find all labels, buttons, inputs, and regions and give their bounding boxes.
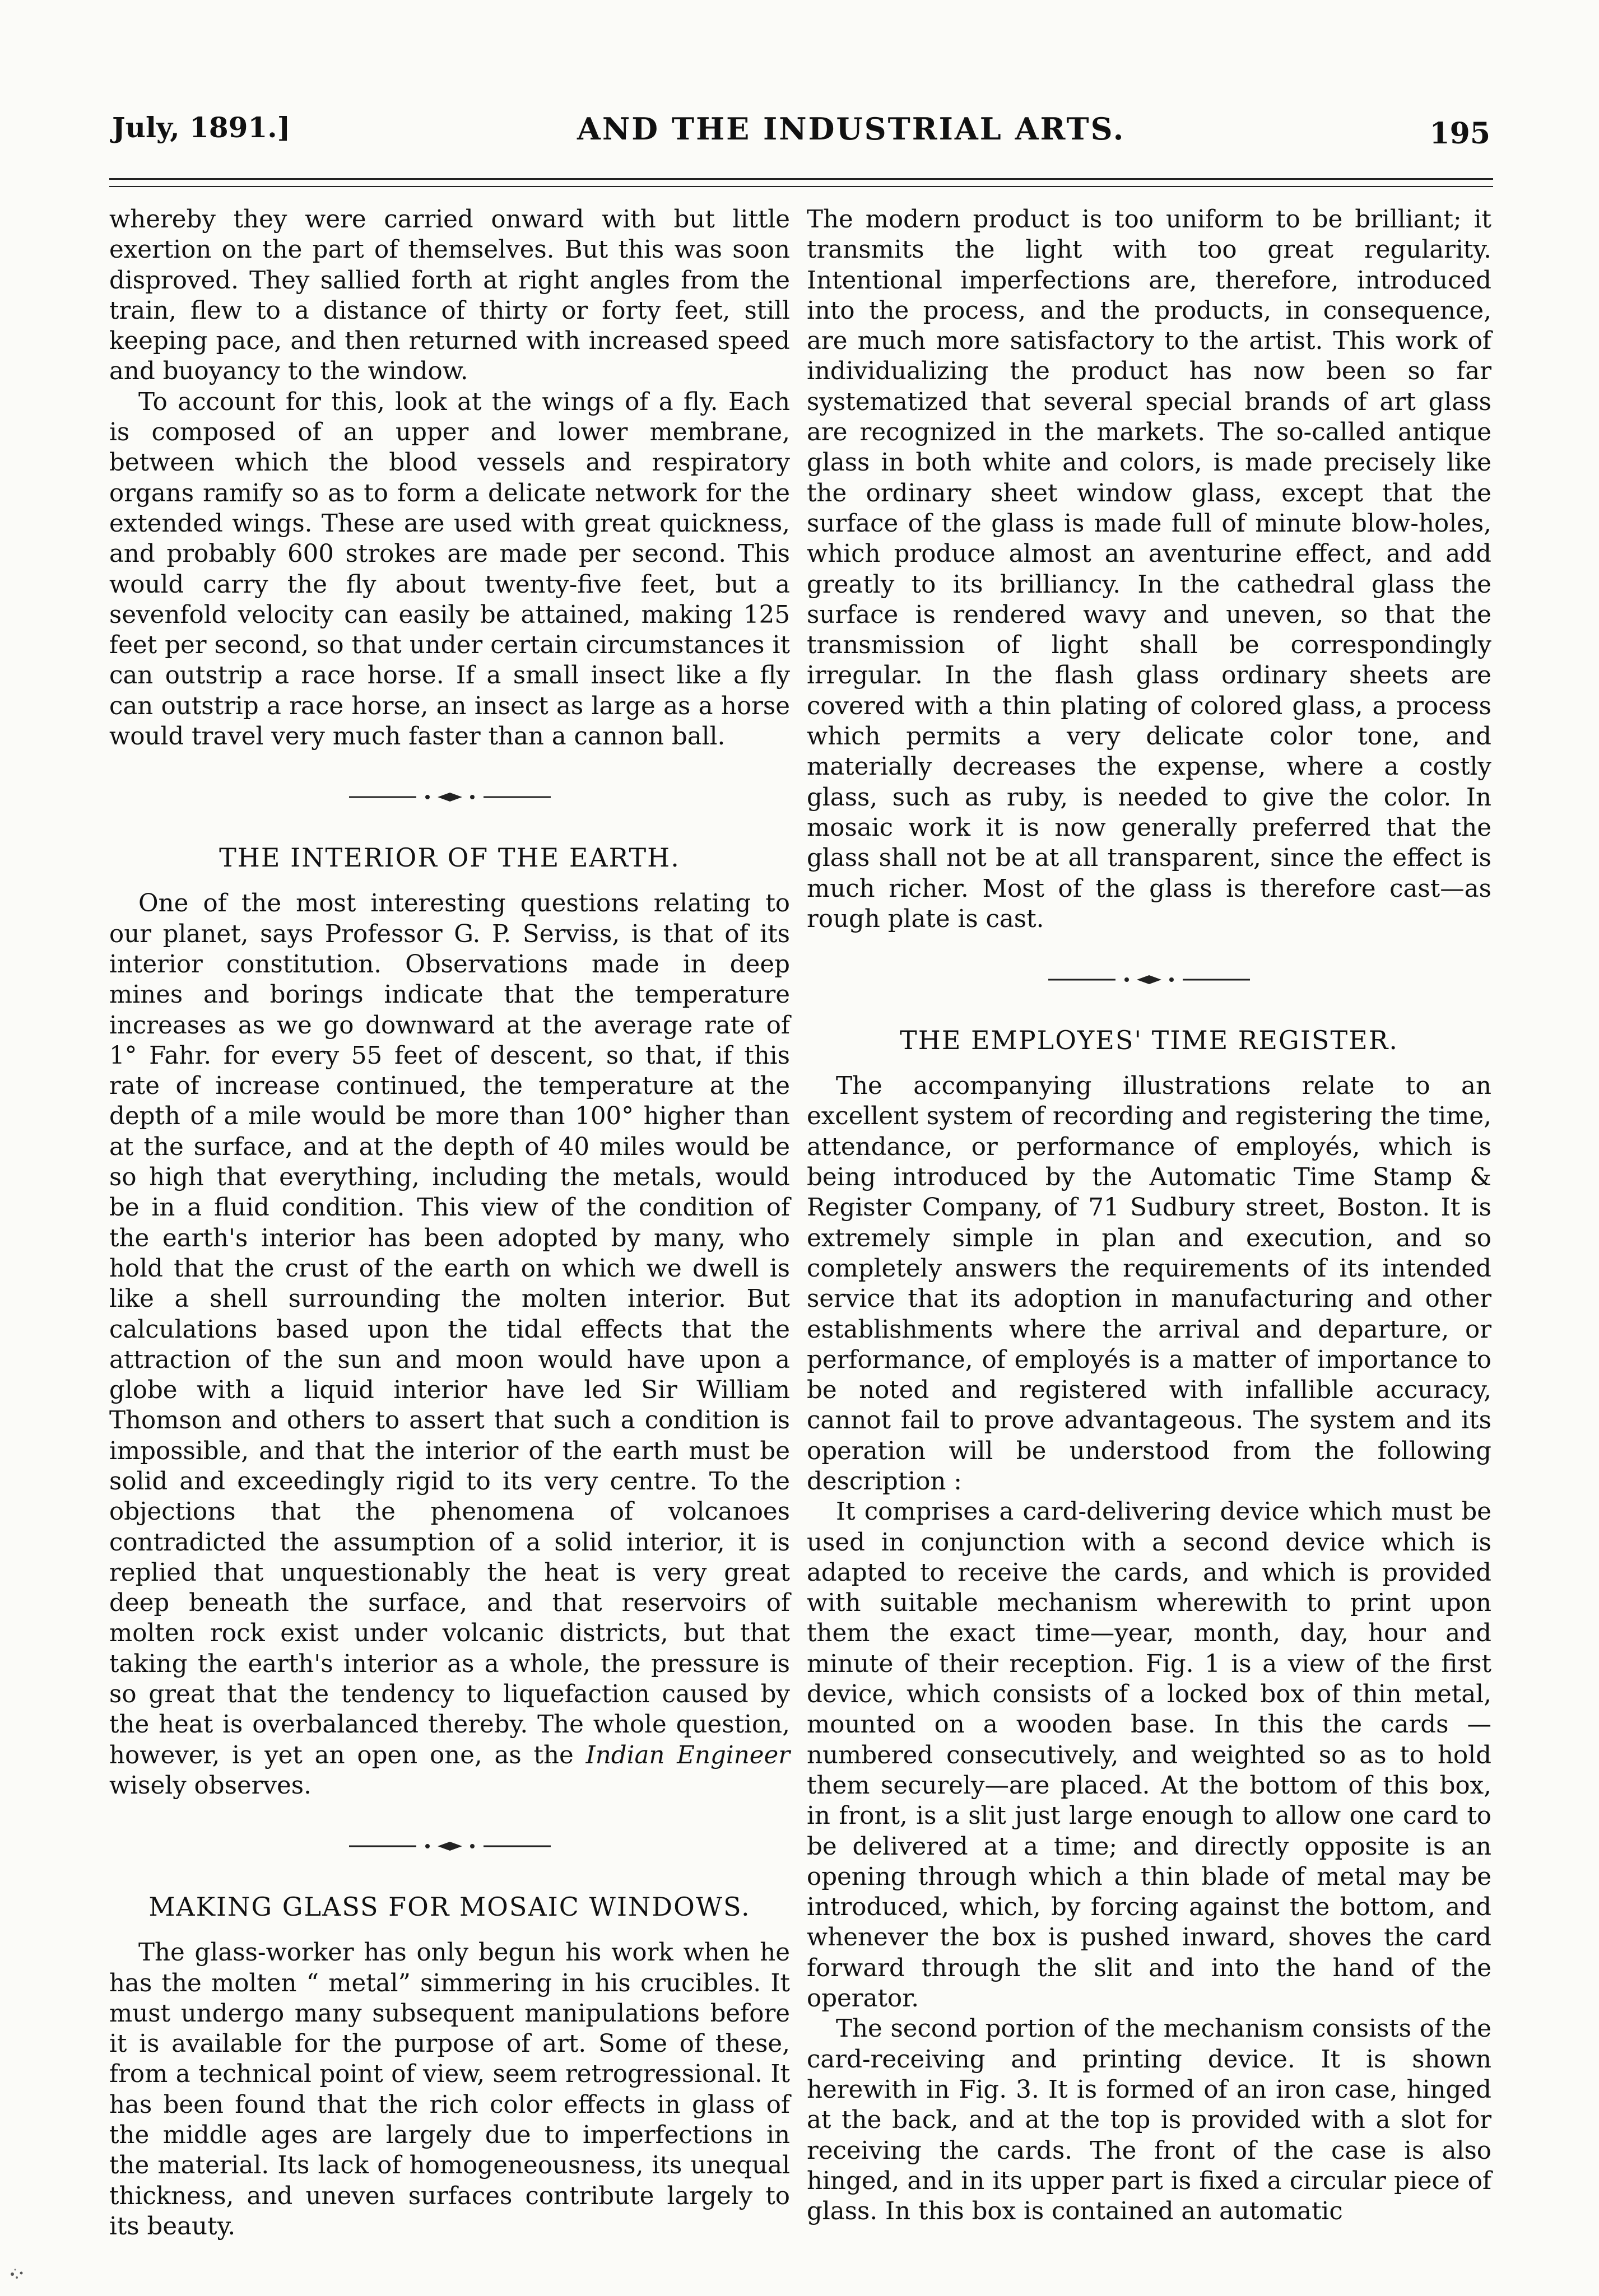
continued-paragraph: whereby they were carried onward with but little exertion on the part of themselves. But this was soon disproved. They sallied forth at right angles from the train, flew to a distance of thirty or forty feet, still keeping pace, and then returned with increased speed and buoyancy to the window. — [109, 206, 790, 386]
header-rule-bottom — [109, 186, 1493, 187]
section-divider — [1043, 965, 1256, 995]
glass-article-paragraph: The glass-worker has only begun his work when he has the molten “ metal” simmering in his crucibles. It must undergo many subsequent manipulations before it is available for the purpose of art. Some of these, from a technical point of view, seem retrogressional. It has been found that the rich color effects in glass of the middle ages are largely due to imperfections in the material. Its lack of homogeneousness, its unequal thickness, and uneven surfaces contribute largely to its beauty. — [109, 1939, 790, 2241]
print-speck-mark — [7, 2263, 29, 2283]
left-column — [109, 204, 790, 2242]
register-paragraph: The accompanying illustrations relate to an excellent system of recording and registering the time, attendance, or performance of employés, which is being introduced by the Automatic Time Stamp & Register Company, of 71 Sudbury street, Boston. It is extremely simple in plan and execution, and so completely answers the requirements of its intended service that its adoption in manufacturing and other establishments where the arrival and departure, or performance, of employés is a matter of importance to be noted and registered with infallible accuracy, cannot fail to prove advantageous. The system and its operation will be understood from the following description : — [807, 1072, 1491, 1496]
fly-wings-paragraph: To account for this, look at the wings of a fly. Each is composed of an upper and lower membrane, between which the blood vessels and respiratory organs ramify so as to form a delicate network for the extended wings. These are used with great quickness, and probably 600 strokes are made per second. This would carry the fly about twenty-five feet, but a sevenfold velocity can easily be attained, making 125 feet per second, so that under certain circumstances it can outstrip a race horse. If a small insect like a fly can outstrip a race horse, an insect as large as a horse would travel very much faster than a cannon ball. — [109, 388, 790, 751]
page-number: 195 — [1429, 117, 1490, 151]
running-header — [90, 111, 1502, 161]
header-date: July, 1891.] — [112, 111, 291, 144]
section-divider — [343, 782, 556, 812]
article-heading-glass: MAKING GLASS FOR MOSAIC WINDOWS. — [148, 1892, 751, 1922]
article-heading-time-register: THE EMPLOYES' TIME REGISTER. — [900, 1025, 1398, 1056]
article-heading-earth: THE INTERIOR OF THE EARTH. — [219, 842, 680, 873]
header-rule-top — [109, 178, 1493, 180]
earth-article-paragraph — [109, 888, 790, 1801]
publication-name: Indian Engineer — [585, 1741, 791, 1769]
register-paragraph: The second portion of the mechanism consists of the card-receiving and printing device. It is shown herewith in Fig. 3. It is formed of an iron case, hinged at the back, and at the top is provided with a slot for receiving the cards. The front of the case is also hinged, and in its upper part is fixed a circular piece of glass. In this box is contained an automatic — [807, 2015, 1491, 2226]
section-divider — [343, 1831, 556, 1861]
header-title: AND THE INDUSTRIAL ARTS. — [577, 111, 1126, 147]
earth-text: One of the most interesting questions relating to our planet, says Professor G. P. Serviss, is that of its interior constitution. Observations made in deep mines and borings indicate that the temperature increases as we go downward at the average rate of 1° Fahr. for every 55 feet of descent, so that, if this rate of increase continued, the temperature at the depth of a mile would be more than 100° higher than at the surface, and at the depth of 40 miles would be so high that everything, including the metals, would be in a fluid condition. This view of the condition of the earth's interior has been adopted by many, who hold that the crust of the earth on which we dwell is like a shell surrounding the molten interior. But calculations based upon the tidal effects that the attraction of the sun and moon would have upon a globe with a liquid interior have led Sir William Thomson and others to assert that such a condition is impossible, and that the interior of the earth must be solid and exceedingly rigid to its very centre. To the objections that the phenomena of volcanoes contradicted the assumption of a solid interior, it is replied that unquestionably the heat is very great deep beneath the surface, and that reservoirs of molten rock exist under volcanic districts, but that taking the earth's interior as a whole, the pressure is so great that the tendency to liquefaction caused by the heat is overbalanced thereby. The whole question, however, is yet an open one, as the — [109, 889, 790, 1769]
right-column — [807, 204, 1491, 2227]
earth-text-end: wisely observes. — [109, 1771, 312, 1800]
register-paragraph: It comprises a card-delivering device which must be used in conjunction with a second device which is adapted to receive the cards, and which is provided with suitable mechanism wherewith to print upon them the exact time—year, month, day, hour and minute of their reception. Fig. 1 is a view of the first device, which consists of a locked box of thin metal, mounted on a wooden base. In this the cards —numbered consecutively, and weighted so as to hold them securely—are placed. At the bottom of this box, in front, is a slit just large enough to allow one card to be delivered at a time; and directly opposite is an opening through which a thin blade of metal may be introduced, which, by forcing against the bottom, and whenever the box is pushed inward, shoves the card forward through the slit and into the hand of the operator. — [807, 1498, 1491, 2013]
glass-continued-paragraph: The modern product is too uniform to be brilliant; it transmits the light with too great regularity. Intentional imperfections are, therefore, introduced into the process, and the products, in consequence, are much more satisfactory to the artist. This work of individualizing the product has now been so far systematized that several special brands of art glass are recognized in the markets. The so-called antique glass in both white and colors, is made precisely like the ordinary sheet window glass, except that the surface of the glass is made full of minute blow-holes, which produce almost an aventurine effect, and add greatly to its brilliancy. In the cathedral glass the surface is rendered wavy and uneven, so that the transmission of light shall be correspondingly irregular. In the flash glass ordinary sheets are covered with a thin plating of colored glass, a process which permits a very delicate color tone, and materially decreases the expense, where a costly glass, such as ruby, is needed to give the color. In mosaic work it is now generally preferred that the glass shall not be at all transparent, since the effect is much richer. Most of the glass is therefore cast—as rough plate is cast. — [807, 206, 1491, 933]
